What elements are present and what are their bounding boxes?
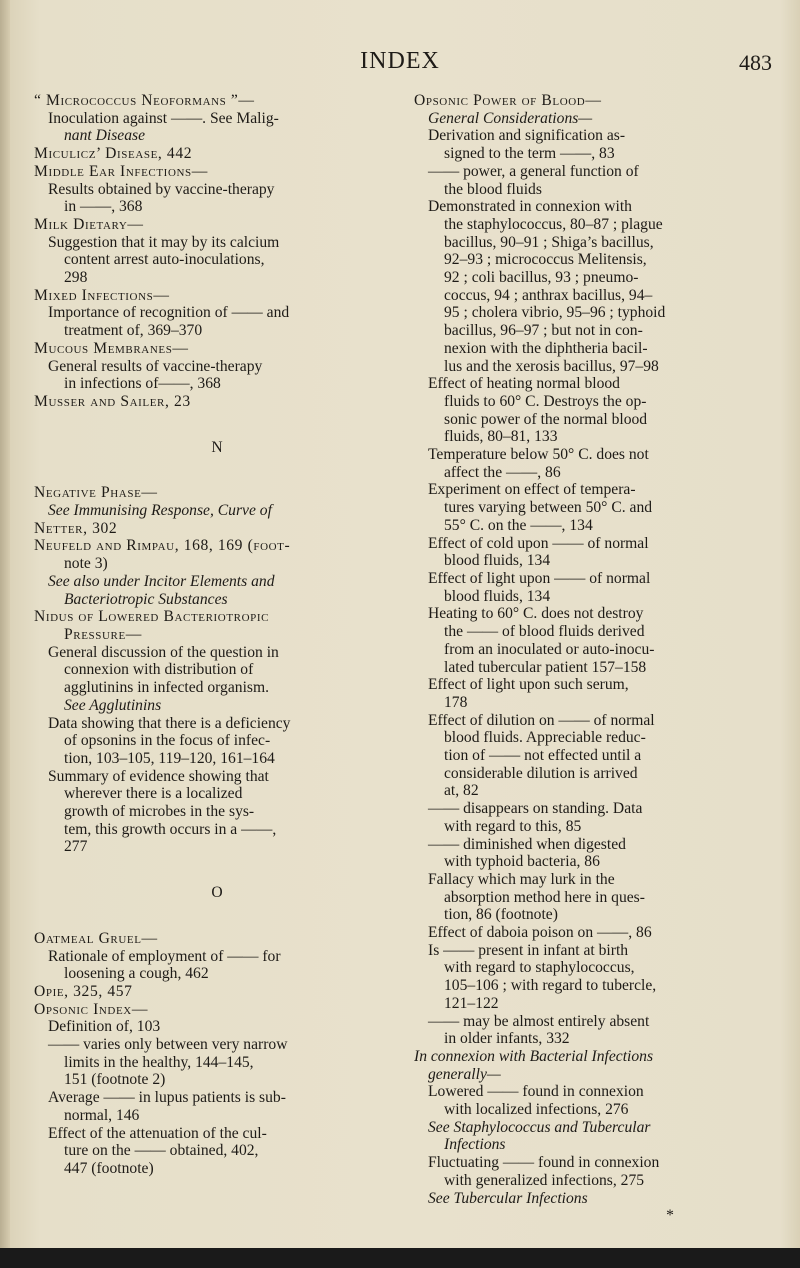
index-line: Derivation and signification as- xyxy=(428,127,626,145)
index-line: 121–122 xyxy=(444,994,499,1012)
index-line: In connexion with Bacterial Infections xyxy=(414,1047,654,1065)
index-line: Data showing that there is a deficiency xyxy=(48,714,291,732)
index-line: Oatmeal Gruel— xyxy=(34,929,158,947)
index-line: 151 (footnote 2) xyxy=(64,1071,166,1089)
index-line: tion, 103–105, 119–120, 161–164 xyxy=(64,749,275,767)
index-line: Opsonic Index— xyxy=(34,1000,149,1018)
index-line: Rationale of employment of —— for xyxy=(48,947,281,965)
index-line: Infections xyxy=(444,1136,506,1154)
index-line: connexion with distribution of xyxy=(64,661,254,679)
page-binding-edge xyxy=(0,0,10,1268)
index-line: with regard to this, 85 xyxy=(444,817,582,835)
index-line: “ Micrococcus Neoformans ”— xyxy=(34,92,255,109)
index-line: —— varies only between very narrow xyxy=(48,1036,288,1054)
index-line: Neufeld and Rimpau, 168, 169 (foot- xyxy=(34,537,291,555)
index-line: Effect of cold upon —— of normal xyxy=(428,534,649,552)
index-line: generally— xyxy=(428,1065,501,1083)
index-line: See Tubercular Infections xyxy=(428,1189,588,1207)
index-line: Inoculation against ——. See Malig- xyxy=(48,109,279,127)
index-line: affect the ——, 86 xyxy=(444,463,561,481)
index-line: Suggestion that it may by its calcium xyxy=(48,233,280,251)
bottom-border xyxy=(0,1248,800,1268)
index-line: ture on the —— obtained, 402, xyxy=(64,1142,259,1160)
index-line: 92 ; coli bacillus, 93 ; pneumo- xyxy=(444,269,639,287)
index-line: * xyxy=(666,1207,674,1225)
index-line: Importance of recognition of —— and xyxy=(48,304,290,322)
spacer xyxy=(34,902,400,930)
index-line: 95 ; cholera vibrio, 95–96 ; typhoid xyxy=(444,304,666,322)
index-line: limits in the healthy, 144–145, xyxy=(64,1053,254,1071)
index-line: 92–93 ; micrococcus Melitensis, xyxy=(444,251,647,269)
index-line: in infections of——, 368 xyxy=(64,375,221,393)
index-line: lated tubercular patient 157–158 xyxy=(444,658,647,676)
index-line: 105–106 ; with regard to tubercle, xyxy=(444,977,657,995)
index-line: normal, 146 xyxy=(64,1106,140,1124)
index-line: coccus, 94 ; anthrax bacillus, 94– xyxy=(444,286,653,304)
index-line: Heating to 60° C. does not destroy xyxy=(428,605,644,623)
section-letter: O xyxy=(211,884,223,902)
index-line: Effect of light upon such serum, xyxy=(428,676,629,694)
index-line: fluids, 80–81, 133 xyxy=(444,428,558,446)
index-line: General discussion of the question in xyxy=(48,643,279,661)
index-line: signed to the term ——, 83 xyxy=(444,145,615,163)
page-number: 483 xyxy=(739,50,772,75)
index-column-right xyxy=(414,92,776,1225)
index-line: of opsonins in the focus of infec- xyxy=(64,732,271,750)
index-line: —— may be almost entirely absent xyxy=(428,1012,650,1030)
index-line: agglutinins in infected organism. xyxy=(64,679,269,697)
index-line: Middle Ear Infections— xyxy=(34,162,208,180)
index-line: considerable dilution is arrived xyxy=(444,764,638,782)
index-line: Effect of daboia poison on ——, 86 xyxy=(428,924,652,942)
index-line: note 3) xyxy=(64,555,108,573)
index-line: Results obtained by vaccine-therapy xyxy=(48,180,275,198)
index-line: the —— of blood fluids derived xyxy=(444,623,645,641)
index-line: Opsonic Power of Blood— xyxy=(414,92,602,109)
index-line: See Staphylococcus and Tubercular xyxy=(428,1118,651,1136)
index-line: See Immunising Response, Curve of xyxy=(48,502,272,520)
index-line: See also under Incitor Elements and xyxy=(48,572,275,590)
index-line: at, 82 xyxy=(444,782,479,800)
index-line: lus and the xerosis bacillus, 97–98 xyxy=(444,357,659,375)
index-line: tem, this growth occurs in a ——, xyxy=(64,820,277,838)
index-line: Effect of heating normal blood xyxy=(428,375,620,393)
index-line: Miculicz’ Disease, 442 xyxy=(34,145,193,163)
spacer xyxy=(34,856,400,884)
index-line: blood fluids, 134 xyxy=(444,587,551,605)
index-line: Mucous Membranes— xyxy=(34,339,189,357)
index-line: Milk Dietary— xyxy=(34,215,144,233)
index-column-left xyxy=(34,92,400,1178)
spacer xyxy=(34,456,400,484)
index-line: —— diminished when digested xyxy=(428,835,626,853)
section-letter: N xyxy=(211,438,223,456)
index-line: Effect of dilution on —— of normal xyxy=(428,711,655,729)
index-line: Fallacy which may lurk in the xyxy=(428,870,615,888)
index-line: nant Disease xyxy=(64,127,145,145)
index-line: Definition of, 103 xyxy=(48,1018,161,1036)
index-line: in ——, 368 xyxy=(64,198,143,216)
index-line: loosening a cough, 462 xyxy=(64,965,209,983)
index-line: Demonstrated in connexion with xyxy=(428,198,632,216)
page-header xyxy=(0,48,800,78)
index-line: the blood fluids xyxy=(444,180,542,198)
index-line: bacillus, 90–91 ; Shiga’s bacillus, xyxy=(444,233,654,251)
index-line: with localized infections, 276 xyxy=(444,1101,629,1119)
index-line: Netter, 302 xyxy=(34,519,118,537)
index-line: 447 (footnote) xyxy=(64,1159,154,1177)
index-line: Nidus of Lowered Bacteriotropic xyxy=(34,608,270,626)
index-line: with regard to staphylococcus, xyxy=(444,959,635,977)
index-line: Effect of light upon —— of normal xyxy=(428,569,651,587)
index-line: Musser and Sailer, 23 xyxy=(34,392,191,410)
index-line: tion, 86 (footnote) xyxy=(444,906,558,924)
index-line: fluids to 60° C. Destroys the op- xyxy=(444,392,647,410)
index-line: Effect of the attenuation of the cul- xyxy=(48,1124,267,1142)
index-line: Negative Phase— xyxy=(34,484,158,502)
index-line: General results of vaccine-therapy xyxy=(48,357,263,375)
index-line: absorption method here in ques- xyxy=(444,888,645,906)
index-line: 55° C. on the ——, 134 xyxy=(444,516,593,534)
index-line: —— power, a general function of xyxy=(428,162,639,180)
index-line: tures varying between 50° C. and xyxy=(444,499,653,517)
index-line: blood fluids. Appreciable reduc- xyxy=(444,729,646,747)
index-line: 178 xyxy=(444,693,468,711)
index-line: Summary of evidence showing that xyxy=(48,767,269,785)
index-line: treatment of, 369–370 xyxy=(64,322,203,340)
index-line: Experiment on effect of tempera- xyxy=(428,481,636,499)
index-line: with generalized infections, 275 xyxy=(444,1171,645,1189)
index-line: blood fluids, 134 xyxy=(444,552,551,570)
spacer xyxy=(34,411,400,439)
index-line: growth of microbes in the sys- xyxy=(64,803,255,821)
page-title: INDEX xyxy=(360,48,440,74)
index-line: General Considerations— xyxy=(428,109,593,127)
index-line: Mixed Infections— xyxy=(34,286,170,304)
index-line: Average —— in lupus patients is sub- xyxy=(48,1089,286,1107)
index-line: Bacteriotropic Substances xyxy=(64,590,228,608)
index-line: Pressure— xyxy=(64,625,142,643)
index-line: bacillus, 96–97 ; but not in con- xyxy=(444,322,643,340)
index-line: —— disappears on standing. Data xyxy=(428,800,643,818)
index-line: Is —— present in infant at birth xyxy=(428,941,629,959)
index-line: 277 xyxy=(64,838,88,856)
index-line: See Agglutinins xyxy=(64,696,162,714)
index-line: from an inoculated or auto-inocu- xyxy=(444,640,655,658)
index-line: the staphylococcus, 80–87 ; plague xyxy=(444,215,663,233)
index-line: nexion with the diphtheria bacil- xyxy=(444,339,648,357)
index-line: Lowered —— found in connexion xyxy=(428,1083,644,1101)
index-line: wherever there is a localized xyxy=(64,785,243,803)
index-line: Opie, 325, 457 xyxy=(34,982,133,1000)
index-line: Fluctuating —— found in connexion xyxy=(428,1154,660,1172)
index-line: sonic power of the normal blood xyxy=(444,410,648,428)
index-line: tion of —— not effected until a xyxy=(444,747,642,765)
index-line: 298 xyxy=(64,269,88,287)
index-line: Temperature below 50° C. does not xyxy=(428,446,649,464)
index-line: with typhoid bacteria, 86 xyxy=(444,853,600,871)
index-line: in older infants, 332 xyxy=(444,1030,570,1048)
index-line: content arrest auto-inoculations, xyxy=(64,251,265,269)
